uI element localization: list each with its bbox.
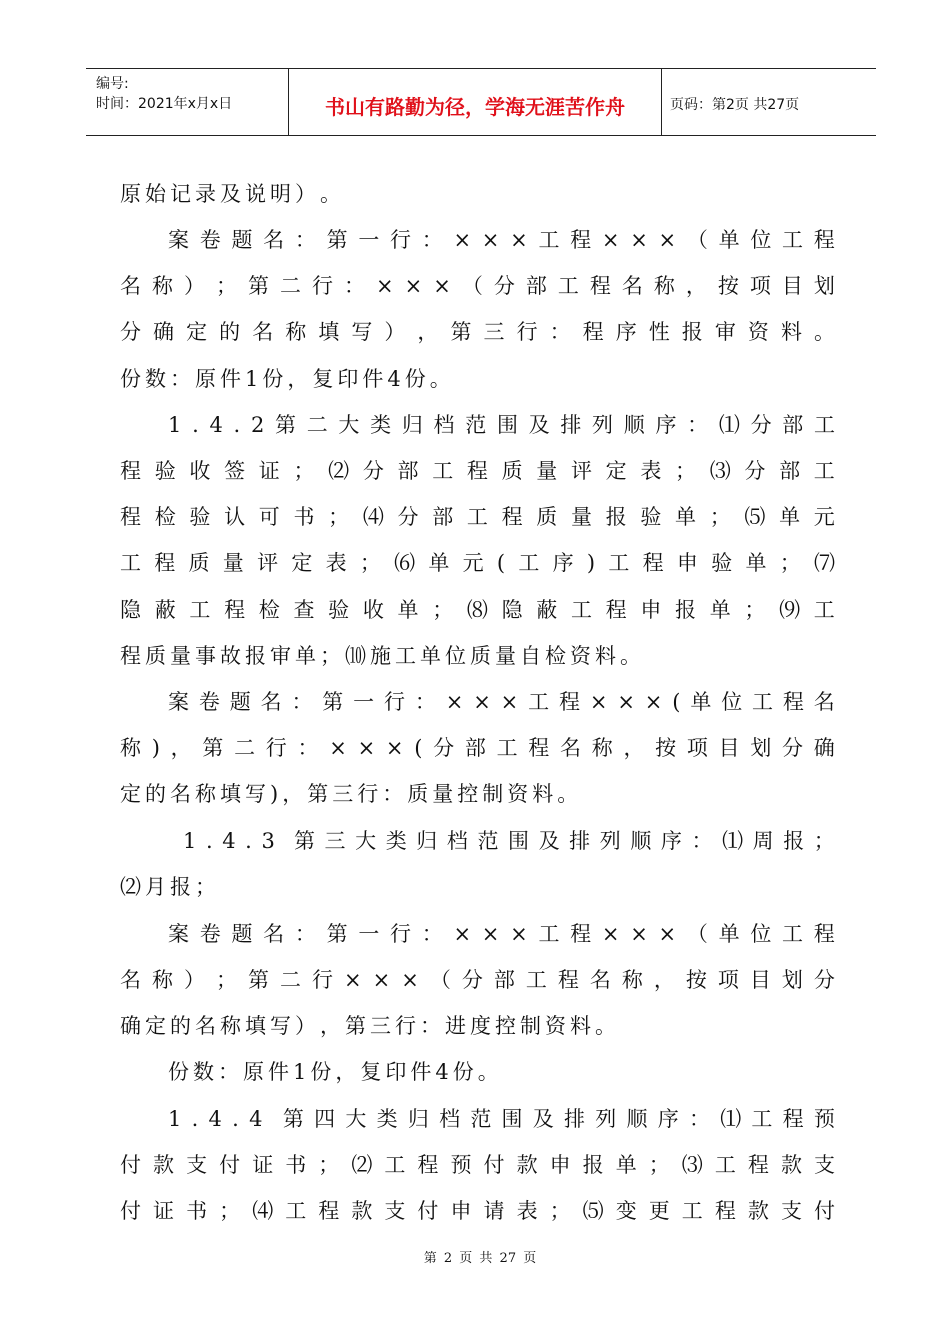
text-line: 案 卷 题 名 ： 第 一 行 ： × × × 工 程 × × × （ 单 位 工 程 (168, 922, 835, 946)
text-line: 称 ) ， 第 二 行 ： × × × ( 分 部 工 程 名 称 ， 按 项 目 划 分 确 (120, 736, 835, 760)
page-header (86, 68, 876, 136)
serial-number-label: 编号: (96, 76, 129, 92)
text-line: 付 款 支 付 证 书 ； ⑵ 工 程 预 付 款 申 报 单 ； ⑶ 工 程 款 支 (120, 1153, 835, 1177)
text-line: 1 . 4 . 4 第 四 大 类 归 档 范 围 及 排 列 顺 序 ： ⑴ 工 程 预 (168, 1107, 835, 1131)
text-line: 分 确 定 的 名 称 填 写 ） ， 第 三 行 ： 程 序 性 报 审 资 料 。 (120, 320, 835, 344)
header-meta-cell (86, 69, 288, 135)
text-line: 案 卷 题 名 ： 第 一 行 ： × × × 工 程 × × × （ 单 位 工 程 (168, 228, 835, 252)
text-line: 份 数 ： 原 件 1 份 ， 复 印 件 4 份 。 (168, 1060, 499, 1084)
text-line: 程 验 收 签 证 ； ⑵ 分 部 工 程 质 量 评 定 表 ； ⑶ 分 部 工 (120, 459, 835, 483)
header-page-cell (662, 69, 876, 135)
text-line: 份 数 ： 原 件 1 份 ， 复 印 件 4 份 。 (120, 367, 451, 391)
text-line: 工 程 质 量 评 定 表 ； ⑹ 单 元 ( 工 序 ) 工 程 申 验 单 ； ⑺ (120, 551, 835, 575)
text-line: 确 定 的 名 称 填 写 ） ， 第 三 行 ： 进 度 控 制 资 料 。 (120, 1014, 616, 1038)
text-line: 程 检 验 认 可 书 ； ⑷ 分 部 工 程 质 量 报 验 单 ； ⑸ 单 元 (120, 505, 835, 529)
text-line: 原 始 记 录 及 说 明 ） 。 (120, 182, 341, 206)
text-line: 名 称 ） ； 第 二 行 ： × × × （ 分 部 工 程 名 称 ， 按 项 目 划 (120, 274, 835, 298)
text-line: 案 卷 题 名 ： 第 一 行 ： × × × 工 程 × × × ( 单 位 工 程 名 (168, 690, 835, 714)
date-label: 时间：2021年x月x日 (96, 96, 233, 112)
text-line: 隐 蔽 工 程 检 查 验 收 单 ； ⑻ 隐 蔽 工 程 申 报 单 ； ⑼ 工 (120, 598, 835, 622)
header-motto-cell (288, 69, 662, 135)
text-line: 名 称 ） ； 第 二 行 × × × （ 分 部 工 程 名 称 ， 按 项 目 划 分 (120, 968, 835, 992)
motto-text: 书山有路勤为径，学海无涯苦作舟 (325, 94, 625, 119)
page-footer: 第 2 页 共 27 页 (423, 1251, 537, 1266)
text-line: 1 . 4 . 3 第 三 大 类 归 档 范 围 及 排 列 顺 序 ： ⑴ 周 报 ； (183, 829, 835, 853)
text-line: 1 . 4 . 2 第 二 大 类 归 档 范 围 及 排 列 顺 序 ： ⑴ 分 部 工 (168, 413, 835, 437)
text-line: ⑵ 月 报 ； (120, 875, 216, 899)
text-line: 付 证 书 ； ⑷ 工 程 款 支 付 申 请 表 ； ⑸ 变 更 工 程 款 支 付 (120, 1199, 835, 1223)
text-line: 定 的 名 称 填 写 ) ， 第 三 行 ： 质 量 控 制 资 料 。 (120, 782, 579, 806)
page-number-label: 页码：第2页 共27页 (670, 97, 800, 113)
text-line: 程 质 量 事 故 报 审 单 ； ⑽ 施 工 单 位 质 量 自 检 资 料 。 (120, 644, 641, 668)
